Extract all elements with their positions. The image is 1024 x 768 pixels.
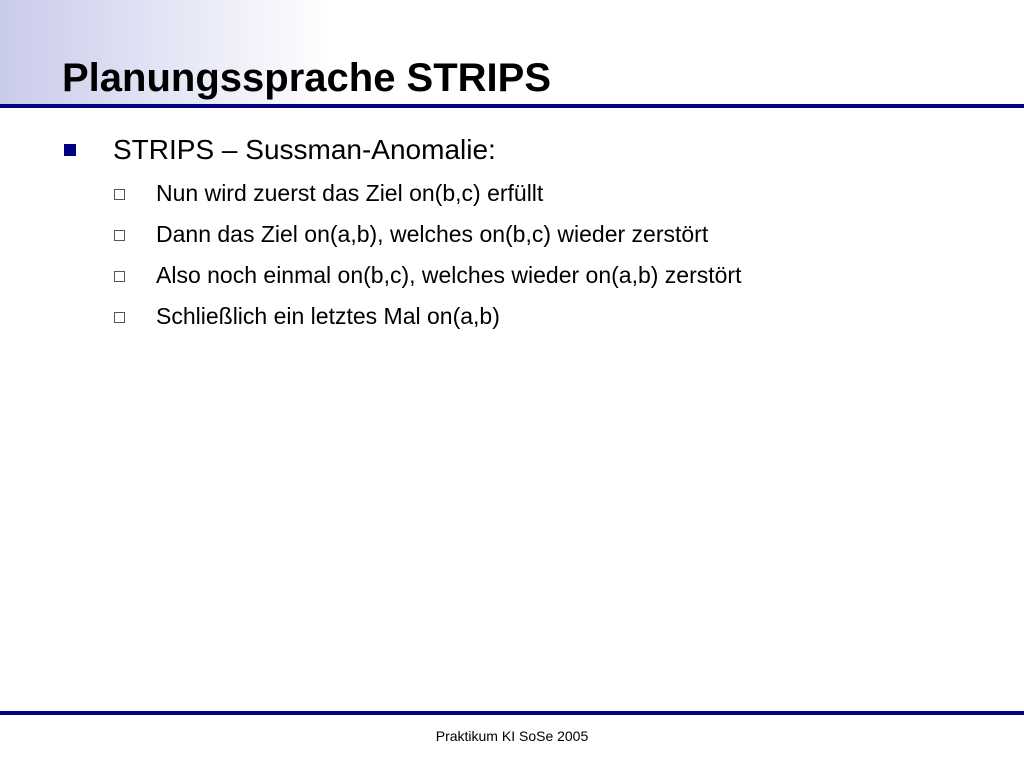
slide-title: Planungssprache STRIPS xyxy=(62,56,552,100)
bullet-text: STRIPS – Sussman-Anomalie: xyxy=(113,134,496,165)
sub-bullet-text: Schließlich ein letztes Mal on(a,b) xyxy=(156,303,500,329)
sub-bullet-item xyxy=(0,297,1024,338)
sub-bullet-text: Also noch einmal on(b,c), welches wieder on(a,b) zerstört xyxy=(156,262,742,288)
hollow-square-icon xyxy=(114,271,125,282)
bullet-item xyxy=(0,128,1024,174)
sub-bullet-item xyxy=(0,256,1024,297)
sub-bullet-item xyxy=(0,174,1024,215)
hollow-square-icon xyxy=(114,230,125,241)
title-divider xyxy=(0,104,1024,108)
sub-bullet-text: Dann das Ziel on(a,b), welches on(b,c) wieder zerstört xyxy=(156,221,709,247)
hollow-square-icon xyxy=(114,189,125,200)
filled-square-icon xyxy=(64,144,76,156)
sub-bullet-text: Nun wird zuerst das Ziel on(b,c) erfüllt xyxy=(156,180,544,206)
slide-footer: Praktikum KI SoSe 2005 xyxy=(435,728,589,744)
slide-content xyxy=(0,128,1024,338)
footer-divider xyxy=(0,711,1024,715)
hollow-square-icon xyxy=(114,312,125,323)
sub-bullet-item xyxy=(0,215,1024,256)
